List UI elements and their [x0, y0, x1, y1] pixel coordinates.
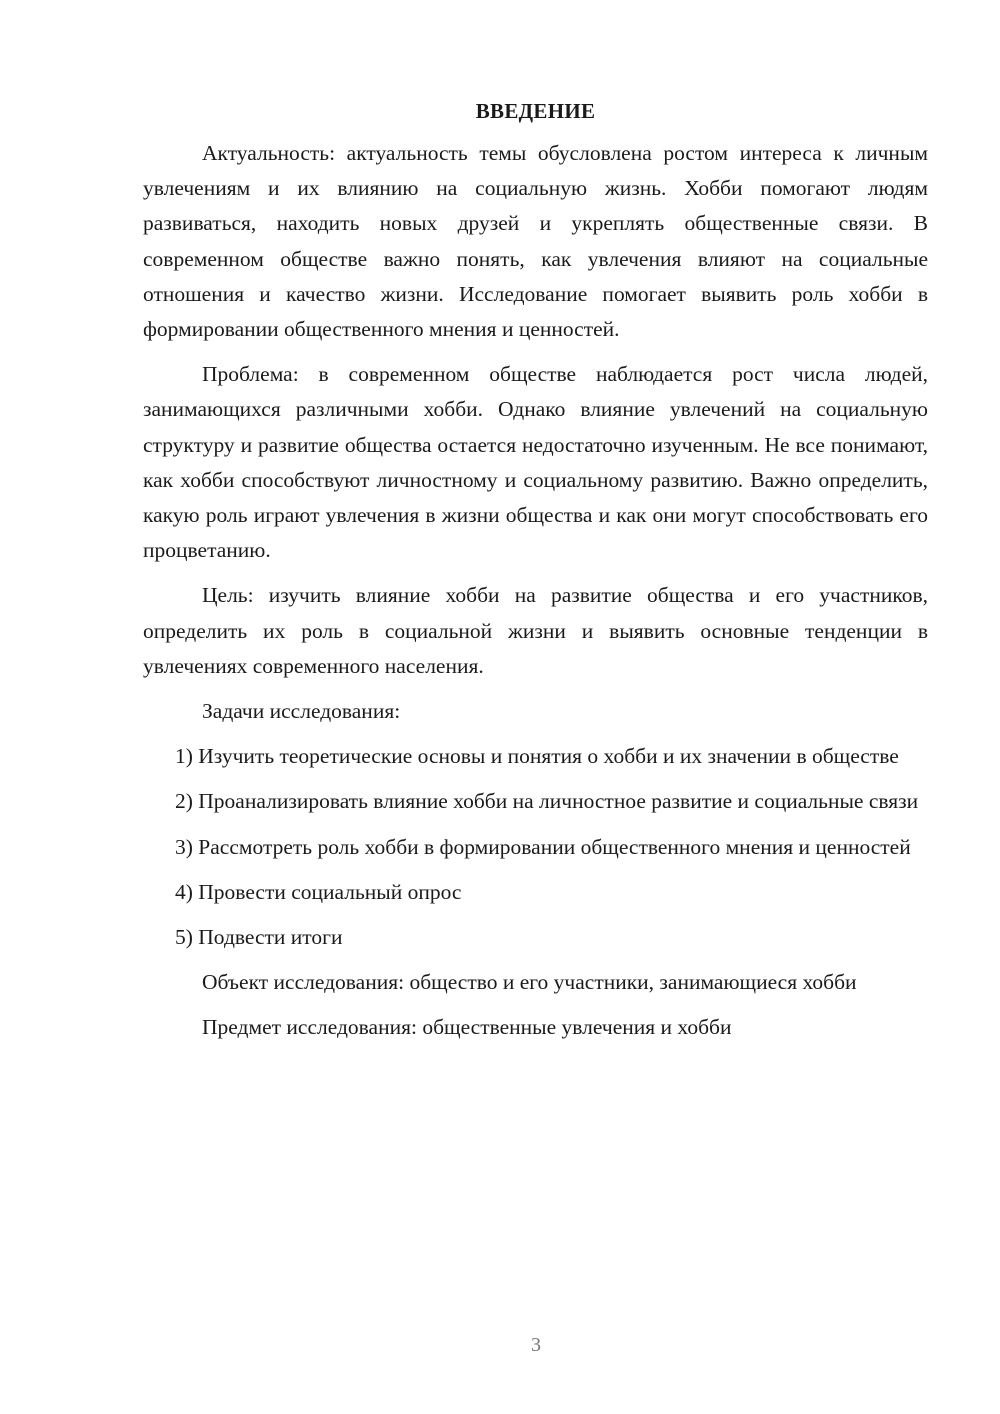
page-number: 3 — [531, 1334, 541, 1356]
goal-paragraph: Цель: изучить влияние хобби на развитие общества и его участников, определить их роль в социальной жизни и выявить основные тенденции в увлечениях современного населения. — [143, 583, 928, 678]
task-item-3: 3) Рассмотреть роль хобби в формировании общественного мнения и ценностей — [175, 834, 911, 859]
task-item-2: 2) Проанализировать влияние хобби на личностное развитие и социальные связи — [175, 789, 919, 814]
document-body — [143, 96, 928, 1046]
task-item-4: 4) Провести социальный опрос — [175, 879, 462, 904]
object-paragraph: Объект исследования: общество и его участники, занимающиеся хобби — [202, 970, 857, 995]
subject-paragraph: Предмет исследования: общественные увлечения и хобби — [202, 1015, 732, 1040]
task-item-5: 5) Подвести итоги — [175, 925, 343, 950]
section-title: ВВЕДЕНИЕ — [475, 99, 596, 123]
task-item-1: 1) Изучить теоретические основы и понятия о хобби и их значении в обществе — [175, 744, 899, 769]
tasks-heading: Задачи исследования: — [202, 699, 401, 724]
problem-paragraph: Проблема: в современном обществе наблюдается рост числа людей, занимающихся различными хобби. Однако влияние увлечений на социальную структуру и развитие общества остается недостаточно изученным. Не все понимают, как хобби способствуют личностному и социальному развитию. Важно определить, какую роль играют увлечения в жизни общества и как они могут способствовать его процветанию. — [143, 362, 928, 563]
relevance-paragraph: Актуальность: актуальность темы обусловлена ростом интереса к личным увлечениям и их влиянию на социальную жизнь. Хобби помогают людям развиваться, находить новых друзей и укреплять общественные связи. В современном обществе важно понять, как увлечения влияют на социальные отношения и качество жизни. Исследование помогает выявить роль хобби в формировании общественного мнения и ценностей. — [143, 141, 928, 342]
